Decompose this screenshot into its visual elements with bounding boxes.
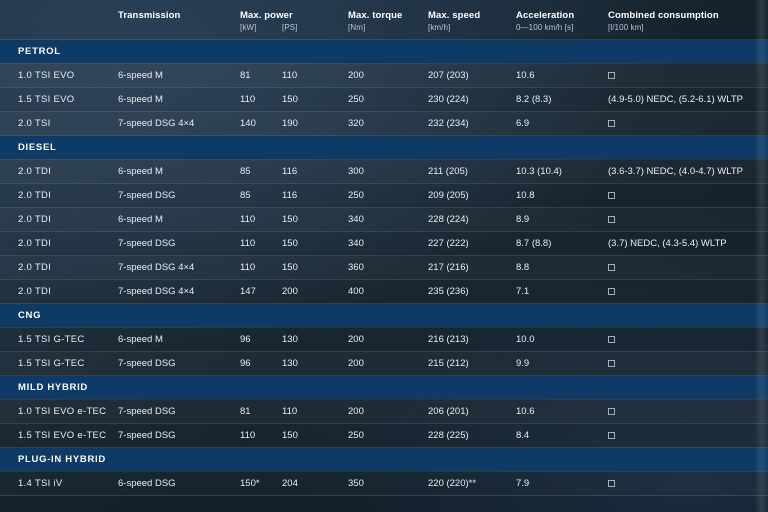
group-header-label: CNG [0,304,768,328]
cell-combined-consumption [608,328,768,352]
cell-max-power-ps: 130 [282,328,348,352]
cell-max-torque: 350 [348,472,428,496]
cell-max-power-ps: 150 [282,232,348,256]
cell-transmission: 6-speed M [118,64,240,88]
table-row [0,184,768,208]
cell-max-power-kw: 96 [240,328,282,352]
cell-max-speed: 215 (212) [428,352,516,376]
cell-model: 1.4 TSI iV [0,472,118,496]
cell-max-speed: 209 (205) [428,184,516,208]
column-header-max-power: Max. power [240,10,293,21]
cell-combined-consumption: (4.9-5.0) NEDC, (5.2-6.1) WLTP [608,88,768,112]
unit-model [0,23,118,40]
cell-model: 2.0 TDI [0,208,118,232]
square-bullet-icon [608,120,615,127]
cell-model: 1.0 TSI EVO e-TEC [0,400,118,424]
cell-max-speed: 207 (203) [428,64,516,88]
cell-model: 2.0 TSI [0,112,118,136]
cell-combined-consumption [608,352,768,376]
cell-max-torque: 250 [348,184,428,208]
cell-acceleration: 10.6 [516,400,608,424]
cell-model: 1.5 TSI G-TEC [0,328,118,352]
cell-combined-consumption [608,400,768,424]
cell-combined-consumption [608,280,768,304]
table-row [0,280,768,304]
cell-max-power-ps: 116 [282,184,348,208]
cell-acceleration: 8.8 [516,256,608,280]
cell-combined-consumption: (3.7) NEDC, (4.3-5.4) WLTP [608,232,768,256]
square-bullet-icon [608,336,615,343]
cell-transmission: 6-speed M [118,328,240,352]
cell-model: 1.5 TSI EVO e-TEC [0,424,118,448]
square-bullet-icon [608,432,615,439]
cell-model: 1.5 TSI G-TEC [0,352,118,376]
cell-max-power-ps: 130 [282,352,348,376]
cell-transmission: 6-speed M [118,88,240,112]
cell-max-power-kw: 147 [240,280,282,304]
cell-combined-consumption [608,424,768,448]
cell-model: 2.0 TDI [0,256,118,280]
column-header-max-speed: Max. speed [428,10,481,21]
cell-max-speed: 228 (224) [428,208,516,232]
cell-combined-consumption [608,184,768,208]
cell-max-power-ps: 150 [282,88,348,112]
cell-model: 2.0 TDI [0,232,118,256]
group-header-row [0,376,768,400]
cell-max-torque: 250 [348,424,428,448]
cell-acceleration: 8.2 (8.3) [516,88,608,112]
unit-ps: [PS] [282,23,298,32]
header-row-units [0,23,768,40]
square-bullet-icon [608,360,615,367]
table-header [0,0,768,40]
cell-combined-consumption [608,64,768,88]
cell-max-speed: 206 (201) [428,400,516,424]
column-header-transmission: Transmission [118,10,181,21]
cell-max-power-kw: 110 [240,256,282,280]
cell-max-power-ps: 150 [282,256,348,280]
table-row [0,88,768,112]
square-bullet-icon [608,288,615,295]
column-header-combined-consumption: Combined consumption [608,10,719,21]
cell-max-power-kw: 96 [240,352,282,376]
cell-max-speed: 228 (225) [428,424,516,448]
group-header-row [0,40,768,64]
table-row [0,112,768,136]
cell-max-speed: 235 (236) [428,280,516,304]
cell-transmission: 7-speed DSG [118,232,240,256]
column-header-max-torque: Max. torque [348,10,403,21]
cell-max-torque: 200 [348,352,428,376]
cell-max-power-kw: 110 [240,88,282,112]
table-row [0,400,768,424]
cell-model: 2.0 TDI [0,280,118,304]
cell-max-torque: 360 [348,256,428,280]
cell-max-power-kw: 150* [240,472,282,496]
square-bullet-icon [608,480,615,487]
cell-max-torque: 300 [348,160,428,184]
column-header-acceleration: Acceleration [516,10,575,21]
cell-model: 2.0 TDI [0,184,118,208]
cell-max-power-ps: 190 [282,112,348,136]
cell-max-torque: 340 [348,232,428,256]
square-bullet-icon [608,264,615,271]
cell-max-speed: 217 (216) [428,256,516,280]
group-header-row [0,136,768,160]
cell-model: 2.0 TDI [0,160,118,184]
cell-max-power-kw: 81 [240,400,282,424]
cell-acceleration: 10.8 [516,184,608,208]
cell-acceleration: 7.9 [516,472,608,496]
table-row [0,424,768,448]
cell-combined-consumption [608,256,768,280]
table-row [0,64,768,88]
cell-acceleration: 6.9 [516,112,608,136]
square-bullet-icon [608,408,615,415]
cell-transmission: 7-speed DSG [118,352,240,376]
cell-max-torque: 400 [348,280,428,304]
group-header-row [0,304,768,328]
group-header-row [0,448,768,472]
cell-transmission: 7-speed DSG 4×4 [118,256,240,280]
square-bullet-icon [608,216,615,223]
cell-max-torque: 200 [348,328,428,352]
table-row [0,208,768,232]
cell-max-power-ps: 116 [282,160,348,184]
cell-max-speed: 232 (234) [428,112,516,136]
cell-acceleration: 10.0 [516,328,608,352]
cell-max-speed: 220 (220)** [428,472,516,496]
table-body [0,40,768,496]
cell-max-torque: 320 [348,112,428,136]
cell-acceleration: 10.6 [516,64,608,88]
cell-max-torque: 200 [348,400,428,424]
cell-transmission: 6-speed DSG [118,472,240,496]
cell-transmission: 7-speed DSG [118,424,240,448]
table-row [0,232,768,256]
cell-transmission: 6-speed M [118,160,240,184]
cell-max-speed: 230 (224) [428,88,516,112]
cell-max-power-ps: 204 [282,472,348,496]
cell-max-power-kw: 140 [240,112,282,136]
unit-consumption: [l/100 km] [608,23,644,32]
cell-max-power-kw: 110 [240,424,282,448]
cell-max-power-kw: 110 [240,232,282,256]
cell-transmission: 7-speed DSG [118,400,240,424]
cell-max-power-ps: 110 [282,64,348,88]
table-row [0,472,768,496]
cell-max-speed: 216 (213) [428,328,516,352]
unit-kw: [kW] [240,23,257,32]
group-header-label: PETROL [0,40,768,64]
table-row [0,256,768,280]
cell-acceleration: 8.4 [516,424,608,448]
unit-acceleration: 0—100 km/h [s] [516,23,574,32]
cell-max-power-kw: 110 [240,208,282,232]
cell-model: 1.5 TSI EVO [0,88,118,112]
cell-acceleration: 8.7 (8.8) [516,232,608,256]
square-bullet-icon [608,72,615,79]
cell-transmission: 7-speed DSG 4×4 [118,280,240,304]
group-header-label: DIESEL [0,136,768,160]
cell-model: 1.0 TSI EVO [0,64,118,88]
cell-max-speed: 211 (205) [428,160,516,184]
table-row [0,352,768,376]
table-row [0,160,768,184]
cell-transmission: 7-speed DSG 4×4 [118,112,240,136]
cell-combined-consumption [608,208,768,232]
cell-combined-consumption [608,472,768,496]
cell-transmission: 7-speed DSG [118,184,240,208]
cell-combined-consumption: (3.6-3.7) NEDC, (4.0-4.7) WLTP [608,160,768,184]
cell-max-power-ps: 150 [282,424,348,448]
cell-max-torque: 250 [348,88,428,112]
group-header-label: MILD HYBRID [0,376,768,400]
cell-combined-consumption [608,112,768,136]
cell-acceleration: 10.3 (10.4) [516,160,608,184]
unit-transmission [118,23,240,40]
cell-transmission: 6-speed M [118,208,240,232]
cell-max-speed: 227 (222) [428,232,516,256]
cell-acceleration: 9.9 [516,352,608,376]
cell-max-power-kw: 81 [240,64,282,88]
cell-max-torque: 340 [348,208,428,232]
cell-max-power-kw: 85 [240,184,282,208]
header-row-titles [0,0,768,23]
cell-acceleration: 8.9 [516,208,608,232]
column-header-model [0,0,118,23]
square-bullet-icon [608,192,615,199]
cell-max-power-ps: 150 [282,208,348,232]
cell-max-power-ps: 110 [282,400,348,424]
group-header-label: PLUG-IN HYBRID [0,448,768,472]
table-row [0,328,768,352]
unit-kmh: [km/h] [428,23,451,32]
unit-nm: [Nm] [348,23,366,32]
cell-max-torque: 200 [348,64,428,88]
cell-max-power-kw: 85 [240,160,282,184]
cell-acceleration: 7.1 [516,280,608,304]
cell-max-power-ps: 200 [282,280,348,304]
